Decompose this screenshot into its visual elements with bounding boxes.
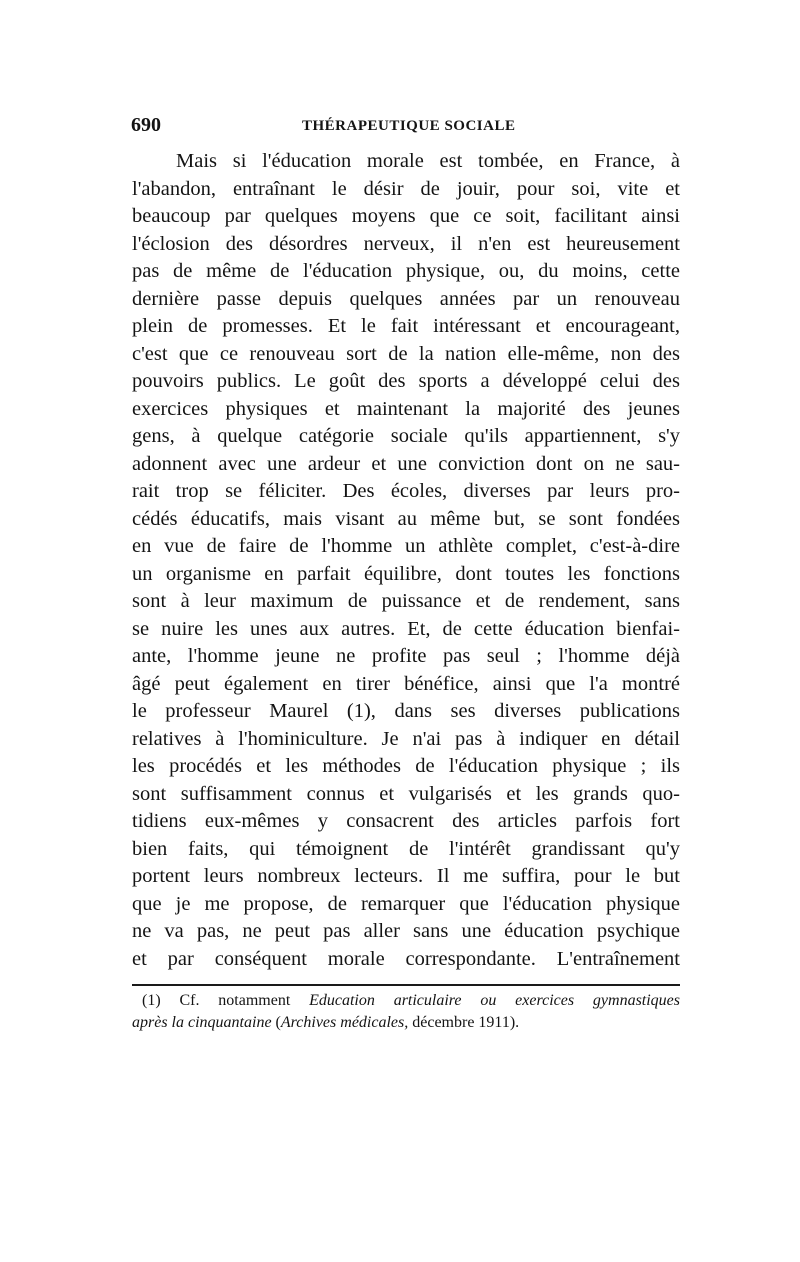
text-line: tidiens eux-mêmes y consacrent des articles parfois fort [132,810,680,832]
text-line: adonnent avec une ardeur et une conviction dont on ne sau- [132,452,680,475]
text-line: rait trop se féliciter. Des écoles, diverses par leurs pro- [132,480,680,502]
text-line: c'est que ce renouveau sort de la nation elle-même, non des [132,342,680,365]
text-line: âgé peut également en tirer bénéfice, ainsi que l'a montré [132,672,680,695]
text-line: pouvoirs publics. Le goût des sports a développé celui des [132,370,680,392]
text-line: dernière passe depuis quelques années par un renouveau [132,287,680,310]
body-paragraph [132,148,680,973]
text-line: plein de promesses. Et le fait intéressant et encourageant, [132,315,680,337]
text-line: en vue de faire de l'homme un athlète complet, c'est-à-dire [132,535,680,557]
text-line: sont à leur maximum de puissance et de rendement, sans [132,590,680,612]
text-line: Mais si l'éducation morale est tombée, en France, à [176,150,680,172]
text-line: gens, à quelque catégorie sociale qu'ils appartiennent, s'y [132,425,680,447]
footnote [132,990,680,1034]
text-line: l'éclosion des désordres nerveux, il n'en est heureusement [132,232,680,255]
footnote-title: Education articulaire ou exercices gymnastiques [309,992,681,1009]
text-line: cédés éducatifs, mais visant au même but, se sont fondées [132,507,680,530]
text-line: sont suffisamment connus et vulgarisés et les grands quo- [132,782,680,805]
text-line: bien faits, qui témoignent de l'intérêt grandissant qu'y [132,837,680,860]
footnote-line: après la cinquantaine (Archives médicales, décembre 1911). [132,1014,520,1031]
running-title: THÉRAPEUTIQUE SOCIALE [302,118,516,134]
footnote-marker: (1) Cf. notamment [142,992,291,1009]
footnote-rule [132,984,680,986]
page-number: 690 [131,114,161,136]
text-line: que je me propose, de remarquer que l'éducation physique [132,892,680,915]
text-line: le professeur Maurel (1), dans ses diverses publications [132,700,680,722]
text-line: beaucoup par quelques moyens que ce soit, facilitant ainsi [132,205,680,227]
text-line: pas de même de l'éducation physique, ou, du moins, cette [132,260,680,282]
footnote-date: décembre 1911). [412,1014,520,1031]
text-line: les procédés et les méthodes de l'éducation physique ; ils [132,755,680,777]
text-line: se nuire les unes aux autres. Et, de cette éducation bienfai- [132,617,680,640]
footnote-italic-a: après la cinquantaine [132,1014,272,1031]
text-line: et par conséquent morale correspondante. L'entraînement [132,947,680,970]
text-line: portent leurs nombreux lecteurs. Il me suffira, pour le but [132,865,680,887]
text-line: ante, l'homme jeune ne profite pas seul ; l'homme déjà [132,645,680,667]
text-line: un organisme en parfait équilibre, dont toutes les fonctions [132,562,680,585]
text-line: l'abandon, entraînant le désir de jouir, pour soi, vite et [132,177,680,200]
text-line: ne va pas, ne peut pas aller sans une éducation psychique [132,920,680,942]
footnote-italic-b: Archives médicales, [280,1014,409,1031]
footnote-line [132,990,680,1012]
text-line: relatives à l'hominiculture. Je n'ai pas à indiquer en détail [132,727,680,750]
text-line: exercices physiques et maintenant la majorité des jeunes [132,397,680,420]
